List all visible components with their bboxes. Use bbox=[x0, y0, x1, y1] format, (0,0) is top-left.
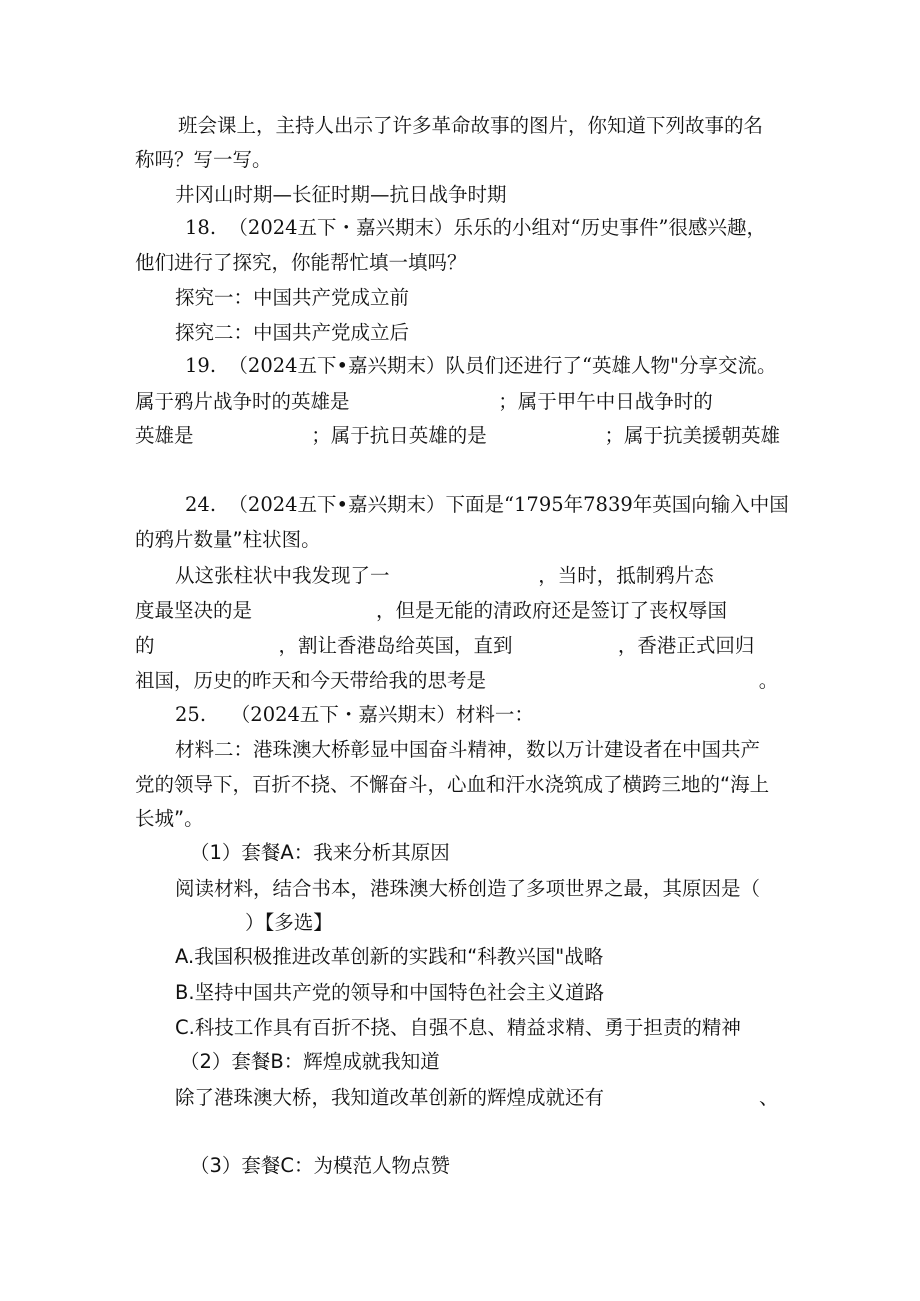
option-b: B.坚持中国共产党的领导和中国特色社会主义道路 bbox=[175, 981, 605, 1004]
question-24: 24. （2024五下•嘉兴期末）下面是“1795年7839年英国向输入中国 bbox=[185, 493, 789, 516]
text-line: 除了港珠澳大桥，我知道改革创新的辉煌成就还有 、 bbox=[175, 1086, 779, 1109]
text-line: 祖国，历史的昨天和今天带给我的思考是 。 bbox=[135, 669, 779, 692]
question-18: 18. （2024五下・嘉兴期末）乐乐的小组对“历史事件”很感兴趣， bbox=[185, 216, 766, 239]
option-a: A.我国积极推进改革创新的实践和“科教兴国"战略 bbox=[175, 945, 604, 968]
text-line: （3）套餐C：为模范人物点赞 bbox=[190, 1154, 451, 1177]
text-line: （1）套餐A：我来分析其原因 bbox=[190, 841, 450, 864]
text-line: 从这张柱状中我发现了一 ，当时，抵制鸦片态 bbox=[175, 564, 714, 587]
option-c: C.科技工作具有百折不挠、自强不息、精益求精、勇于担责的精神 bbox=[175, 1016, 741, 1039]
text-line: 的鸦片数量”柱状图。 bbox=[135, 528, 321, 551]
text-line: 材料二：港珠澳大桥彰显中国奋斗精神，数以万计建设者在中国共产 bbox=[175, 738, 761, 761]
text-line: 探究一：中国共产党成立前 bbox=[175, 286, 410, 309]
text-line: 党的领导下，百折不挠、不懈奋斗，心血和汗水浇筑成了横跨三地的“海上 bbox=[135, 773, 770, 796]
text-line: 井冈山时期—长征时期—抗日战争时期 bbox=[175, 183, 507, 206]
text-line: 属于鸦片战争时的英雄是 ；属于甲午中日战争时的 bbox=[135, 390, 713, 413]
text-line: （2）套餐B：辉煌成就我知道 bbox=[180, 1050, 440, 1073]
text-line: 称吗？写一写。 bbox=[135, 148, 272, 171]
text-line: 的 ，割让香港岛给英国，直到 ，香港正式回归 bbox=[135, 634, 755, 657]
text-line: 他们进行了探究，你能帮忙填一填吗？ bbox=[135, 251, 467, 274]
question-19: 19. （2024五下•嘉兴期末）队员们还进行了“英雄人物"分享交流。 bbox=[185, 354, 777, 377]
text-line: ）【多选】 bbox=[245, 911, 333, 934]
question-25: 25. （2024五下・嘉兴期末）材料一： bbox=[175, 703, 534, 726]
text-line: 班会课上，主持人出示了许多革命故事的图片，你知道下列故事的名 bbox=[178, 114, 764, 137]
text-line: 度最坚决的是 ，但是无能的清政府还是签订了丧权辱国 bbox=[135, 599, 727, 622]
text-line: 英雄是 ；属于抗日英雄的是 ；属于抗美援朝英雄 bbox=[135, 424, 781, 447]
text-line: 探究二：中国共产党成立后 bbox=[175, 321, 410, 344]
text-line: 阅读材料，结合书本，港珠澳大桥创造了多项世界之最，其原因是（ bbox=[175, 877, 761, 900]
text-line: 长城”。 bbox=[135, 807, 204, 830]
